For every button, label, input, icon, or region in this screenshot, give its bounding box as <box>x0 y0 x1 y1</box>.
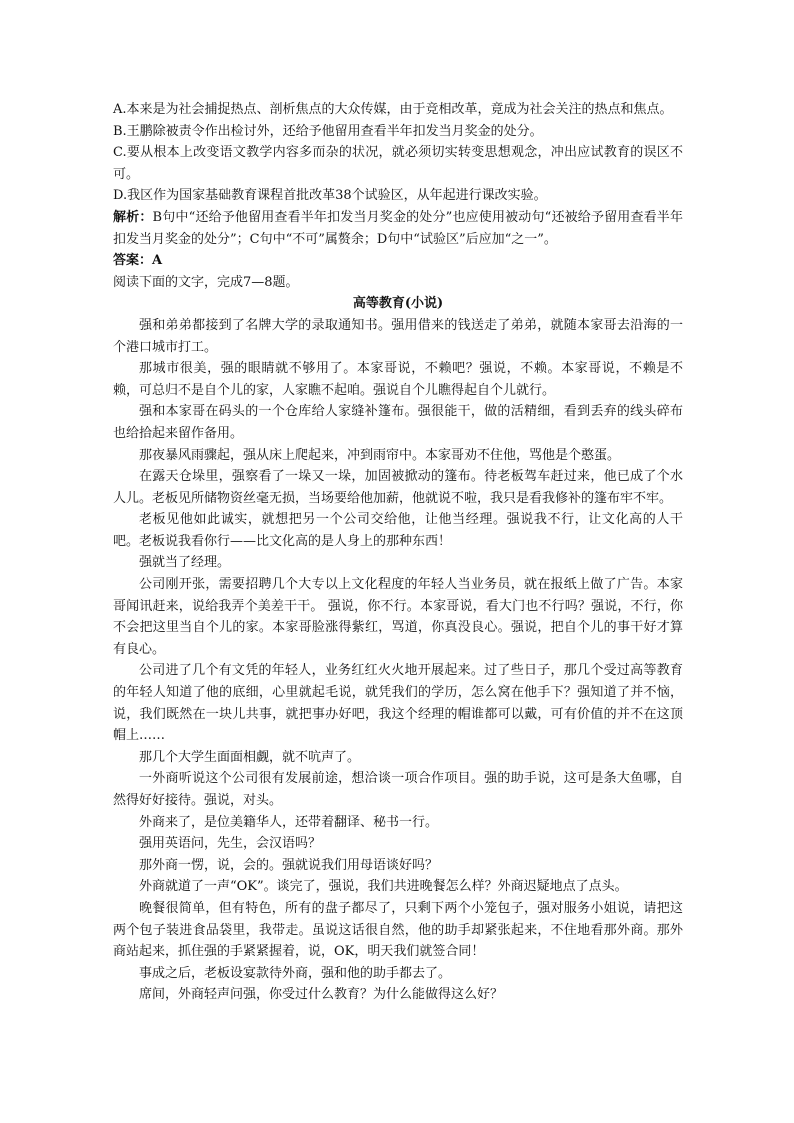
paragraph: 席间，外商轻声问强，你受过什么教育？为什么能做得这么好？ <box>139 987 504 1003</box>
story-title: 高等教育(小说) <box>352 296 444 312</box>
paragraph: 强就当了经理。 <box>139 555 231 571</box>
option-a: A.本来是为社会捕捉热点、剖析焦点的大众传媒，由于竞相改革，竟成为社会关注的热点和焦点。 <box>113 102 673 117</box>
paragraph: 那几个大学生面面相觑，就不吭声了。 <box>139 749 361 765</box>
document-body <box>113 99 683 1006</box>
paragraph: 事成之后，老板设宴款待外商，强和他的助手都去了。 <box>139 965 452 981</box>
answer-label: 答案： <box>113 253 153 269</box>
paragraph: 外商来了，是位美籍华人，还带着翻译、秘书一行。 <box>139 814 439 830</box>
analysis-text: B句中“还给予他留用查看半年扣发当月奖金的处分”也应使用被动句“还被给予留用查看半年扣发当月奖金的处分”；C句中“不可”属赘余；D句中“试验区”后应加“之一”。 <box>113 209 683 247</box>
paragraph: 外商就道了一声“OK”。谈完了，强说，我们共进晚餐怎么样？外商迟疑地点了点头。 <box>139 879 628 895</box>
reading-instruction: 阅读下面的文字，完成7—8题。 <box>113 274 299 290</box>
paragraph: 强用英语问，先生，会汉语吗？ <box>139 836 322 852</box>
paragraph: 那外商一愣，说，会的。强就说我们用母语谈好吗？ <box>139 857 439 873</box>
analysis <box>113 207 683 250</box>
paragraph: 公司刚开张，需要招聘几个大专以上文化程度的年轻人当业务员，就在报纸上做了广告。本家哥闻讯赶来，说给我弄个美差干干。 强说，你不行。本家哥说，看大门也不行吗？强说，不行，你不会把这里当自个儿的家。本家哥脸涨得紫红，骂道，你真没良心。强说，把自个儿的事干好才算有良心。 <box>113 577 683 657</box>
paragraph: 强和本家哥在码头的一个仓库给人家缝补篷布。强很能干，做的活精细，看到丢弃的线头碎布也给拾起来留作备用。 <box>113 404 683 441</box>
paragraph: 强和弟弟都接到了名牌大学的录取通知书。强用借来的钱送走了弟弟，就随本家哥去沿海的一个港口城市打工。 <box>113 317 683 355</box>
option-c: C.要从根本上改变语文教学内容多而杂的状况，就必须切实转变思想观念，冲出应试教育的误区不可。 <box>113 145 683 182</box>
paragraph: 那城市很美，强的眼睛就不够用了。本家哥说，不赖吧？强说，不赖。本家哥说，不赖是不赖，可总归不是自个儿的家，人家瞧不起咱。强说自个儿瞧得起自个儿就行。 <box>113 361 683 398</box>
paragraph: 那夜暴风雨骤起，强从床上爬起来，冲到雨帘中。本家哥劝不住他，骂他是个憨蛋。 <box>139 447 621 463</box>
answer-value: A <box>152 253 163 269</box>
paragraph: 公司进了几个有文凭的年轻人，业务红红火火地开展起来。过了些日子，那几个受过高等教育的年轻人知道了他的底细，心里就起毛说，就凭我们的学历，怎么窝在他手下？强知道了并不恼，说，我们既然在一块儿共事，就把事办好吧，我这个经理的帽谁都可以戴，可有价值的并不在这顶帽上…… <box>113 663 683 744</box>
paragraph: 老板见他如此诚实，就想把另一个公司交给他，让他当经理。强说我不行，让文化高的人干吧。老板说我看你行——比文化高的是人身上的那种东西！ <box>113 512 683 549</box>
option-d: D.我区作为国家基础教育课程首批改革38个试验区，从年起进行课改实验。 <box>113 188 547 204</box>
analysis-label: 解析： <box>113 209 153 225</box>
paragraph: 晚餐很简单，但有特色，所有的盘子都尽了，只剩下两个小笼包子，强对服务小姐说，请把这两个包子装进食品袋里，我带走。虽说这话很自然，他的助手却紧张起来，不住地看那外商。那外商站起来，抓住强的手紧紧握着，说，OK，明天我们就签合同！ <box>113 900 683 960</box>
paragraph: 在露天仓垛里，强察看了一垛又一垛，加固被掀动的篷布。待老板驾车赶过来，他已成了个水人儿。老板见所储物资丝毫无损，当场要给他加薪，他就说不啦，我只是看我修补的篷布牢不牢。 <box>113 469 683 506</box>
answer <box>113 250 683 272</box>
option-b: B.王鹏除被责令作出检讨外，还给予他留用查看半年扣发当月奖金的处分。 <box>113 123 543 139</box>
paragraph: 一外商听说这个公司很有发展前途，想洽谈一项合作项目。强的助手说，这可是条大鱼哪，自然得好好接待。强说，对头。 <box>113 771 683 808</box>
